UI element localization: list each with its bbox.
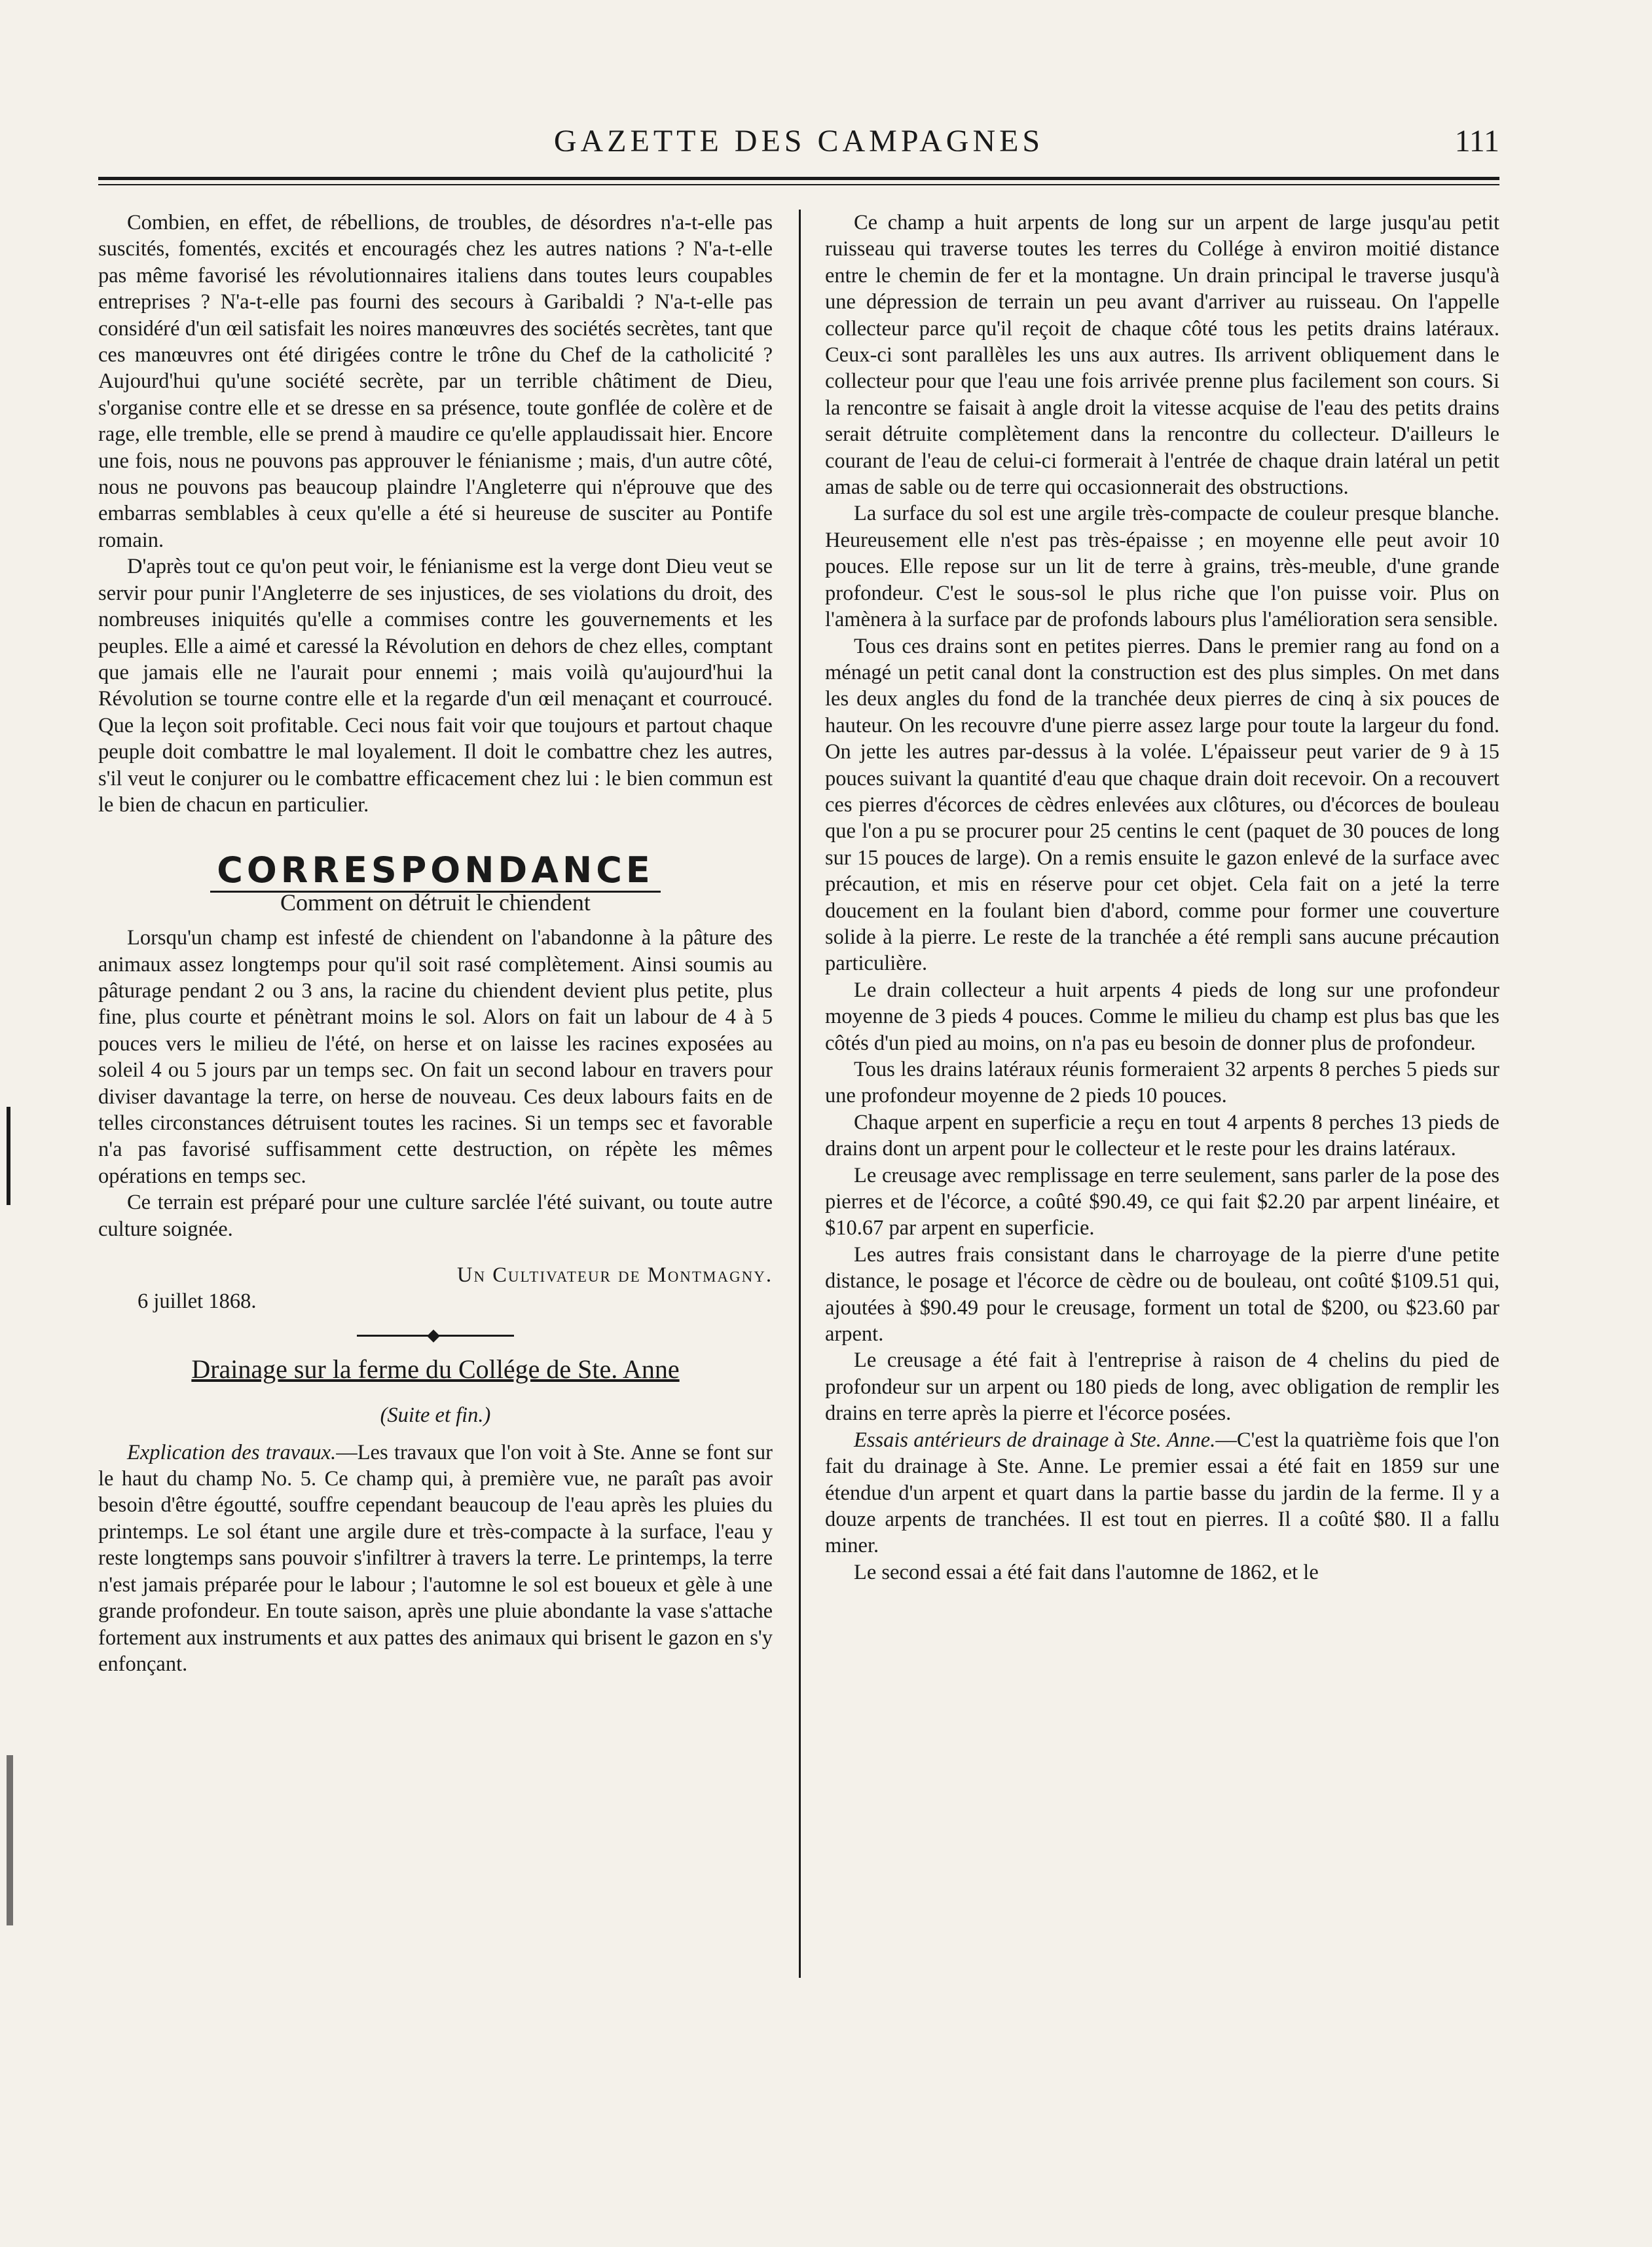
- paragraph: [825, 1427, 1499, 1559]
- paragraph-body: —Les travaux que l'on voit à Ste. Anne se font sur le haut du champ No. 5. Ce champ qui, à première vue, ne paraît pas avoir besoin d'être égoutté, souffre cependant beaucoup de l'eau après les pluies du printemps. Le sol étant une argile dure et très-compacte à la surface, l'eau y reste longtemps sans pouvoir s'infiltrer à travers la terre. Le printemps, la terre n'est jamais préparée pour le labour ; l'automne le sol est boueux et gèle à une grande profondeur. En toute saison, après une pluie abondante la vase s'attache fortement aux instruments et aux pattes des animaux qui brisent le gazon en s'y enfonçant.: [98, 1440, 773, 1676]
- article-title: Drainage sur la ferme du Collége de Ste. Anne: [191, 1354, 680, 1384]
- paragraph: Ce terrain est préparé pour une culture sarclée l'été suivant, ou toute autre culture soignée.: [98, 1191, 773, 1241]
- paragraph: [98, 1439, 773, 1678]
- page-edge-mark: [7, 1755, 13, 1925]
- paragraph-lead: Essais antérieurs de drainage à Ste. Anne.: [854, 1428, 1216, 1452]
- sub-heading: Comment on détruit le chiendent: [280, 889, 591, 916]
- paragraph-body: —C'est la quatrième fois que l'on fait du drainage à Ste. Anne. Le premier essai a été fait en 1859 sur une étendue d'un arpent et quart dans la partie basse du jardin de la ferme. Il y a douze arpents de tranchées. Il est tout en pierres. Il a coûté $80. Il a fallu miner.: [825, 1428, 1499, 1558]
- paragraph: Chaque arpent en superficie a reçu en tout 4 arpents 8 perches 13 pieds de drains dont un arpent pour le collecteur et le reste pour les drains latéraux.: [825, 1110, 1499, 1161]
- ornamental-rule: [357, 1335, 514, 1337]
- running-head: [98, 118, 1499, 180]
- right-column: [825, 210, 1499, 2030]
- column-divider: [799, 210, 801, 1978]
- section-title: [98, 849, 773, 891]
- paragraph: Le creusage avec remplissage en terre seulement, sans parler de la pose des pierres et de l'écorce, a coûté $90.49, ce qui fait $2.20 par arpent linéaire, et $10.67 par arpent en superficie.: [825, 1163, 1499, 1240]
- signature: Un Cultivateur de Montmagny.: [457, 1263, 773, 1288]
- paragraph: D'après tout ce qu'on peut voir, le fénianisme est la verge dont Dieu veut se servir pour punir l'Angleterre de ses injustices, de ses violations du droit, des nombreuses iniquités qu'elle a commises contre les gouvernements et les peuples. Elle a aimé et caressé la Révolution en dehors de chez elles, comptant que jamais elle ne l'aurait pour ennemi ; mais voilà qu'aujourd'hui la Révolution se tourne contre elle et la regarde d'un œil menaçant et courroucé. Que la leçon soit profitable. Ceci nous fait voir que toujours et partout chaque peuple doit combattre le mal loyalement. Il doit le combattre chez les autres, s'il veut le conjurer ou le combattre efficacement chez lui : le bien commun est le bien de chacun en particulier.: [98, 555, 773, 817]
- paragraph: La surface du sol est une argile très-compacte de couleur presque blanche. Heureusement elle n'est pas très-épaisse ; en moyenne elle peut avoir 10 pouces. Elle repose sur un lit de terre à grains, très-meuble, d'une grande profondeur. C'est le sous-sol le plus riche que l'on puisse voir. Plus on l'amènera à la surface par de profonds labours plus l'amélioration sera sensible.: [825, 502, 1499, 632]
- paragraph: Les autres frais consistant dans le charroyage de la pierre d'une petite distance, le posage et l'écorce de cèdre ou de bouleau, ont coûté $109.51 qui, ajoutées à $90.49 pour le creusage, forment un total de $200, ou $23.60 par arpent.: [825, 1242, 1499, 1346]
- paragraph: Lorsqu'un champ est infesté de chiendent on l'abandonne à la pâture des animaux assez longtemps pour qu'il soit rasé complètement. Ainsi soumis au pâturage pendant 2 ou 3 ans, la racine du chiendent devient plus petite, plus fine, plus courte et pénètrant moins le sol. Alors on fait un labour de 4 à 5 pouces vers le milieu de l'été, on herse et on laisse les racines exposées au soleil 4 ou 5 jours par un temps sec. On fait un second labour en travers pour diviser davantage la terre, on herse de nouveau. Ces deux labours faits en de telles circonstances détruisent toutes les racines. Si un temps sec et favorable n'a pas favorisé suffisamment cette destruction, on répète les mêmes opérations en temps sec.: [98, 926, 773, 1188]
- paragraph: Tous les drains latéraux réunis formeraient 32 arpents 8 perches 5 pieds sur une profondeur moyenne de 2 pieds 10 pouces.: [825, 1058, 1499, 1108]
- paragraph: Le drain collecteur a huit arpents 4 pieds de long sur une profondeur moyenne de 3 pieds 4 pouces. Comme le milieu du champ est plus bas que les côtés d'un pied au moins, on n'a pas eu besoin de donner plus de profondeur.: [825, 978, 1499, 1055]
- page-number: 111: [1454, 124, 1499, 158]
- page-edge-mark: [7, 1107, 10, 1205]
- article-subtitle: (Suite et fin.): [380, 1403, 491, 1428]
- header-rule: [98, 184, 1499, 185]
- paragraph: Combien, en effet, de rébellions, de troubles, de désordres n'a-t-elle pas suscités, fomentés, excités et encouragés chez les autres nations ? N'a-t-elle pas même favorisé les révolutionnaires italiens dans toutes leurs coupables entreprises ? N'a-t-elle pas fourni des secours à Garibaldi ? N'a-t-elle pas considéré d'un œil satisfait les noires manœuvres des sociétés secrètes, tant que ces manœuvres ont été dirigées contre le trône du Chef de la catholicité ? Aujourd'hui qu'une société secrète, par un terrible châtiment de Dieu, s'organise contre elle et se dresse en sa présence, toute gonflée de colère et de rage, elle tremble, elle se prend à maudire ce qu'elle applaudissait hier. Encore une fois, nous ne pouvons pas approuver le fénianisme ; mais, d'un autre côté, nous ne pouvons pas beaucoup plaindre l'Angleterre qui n'éprouve que des embarras semblables à ceux qu'elle a été si heureuse de susciter au Pontife romain.: [98, 211, 773, 552]
- text-columns: [98, 210, 1499, 2030]
- section-title-text: CORRESPONDANCE: [210, 849, 660, 893]
- paragraph-lead: Explication des travaux.: [127, 1440, 337, 1464]
- paragraph: Le second essai a été fait dans l'automne de 1862, et le: [854, 1560, 1319, 1584]
- paragraph: Ce champ a huit arpents de long sur un arpent de large jusqu'au petit ruisseau qui traverse toutes les terres du Collége à environ moitié distance entre le chemin de fer et la montagne. Un drain principal le traverse jusqu'à une dépression de terrain un peu avant d'arriver au ruisseau. On l'appelle collecteur parce qu'il reçoit de chaque côté tous les petits drains latéraux. Ceux-ci sont parallèles les uns aux autres. Ils arrivent obliquement dans le collecteur pour que l'eau une fois arrivée prenne plus facilement son cours. Si la rencontre se faisait à angle droit la vitesse acquise de l'eau des petits drains serait détruite complètement dans la rencontre du collecteur. D'ailleurs le courant de l'eau de celui-ci formerait à l'entrée de chaque drain latéral un petit amas de sable ou de terre qui occasionnerait des obstructions.: [825, 211, 1499, 500]
- paragraph: Le creusage a été fait à l'entreprise à raison de 4 chelins du pied de profondeur sur un arpent ou 180 pieds de long, avec obligation de remplir les drains en terre après la pierre et l'écorce posées.: [825, 1348, 1499, 1426]
- letter-date: 6 juillet 1868.: [138, 1290, 257, 1314]
- publication-title: GAZETTE DES CAMPAGNES: [553, 124, 1044, 158]
- newspaper-page: [98, 118, 1499, 2148]
- paragraph: Tous ces drains sont en petites pierres. Dans le premier rang au fond on a ménagé un petit canal dont la construction est des plus simples. On met dans les deux angles du fond de la tranchée deux pierres de cinq à six pouces de hauteur. On les recouvre d'une pierre assez large pour toute la largeur du fond. On jette les autres par-dessus à la volée. L'épaisseur peut varier de 9 à 15 pouces suivant la quantité d'eau que chaque drain doit recevoir. On a recouvert ces pierres d'écorces de cèdres enlevées aux clôtures, ou d'écorces de bouleau que l'on a pu se procurer pour 25 centins le cent (paquet de 30 pouces de long sur 15 pouces de large). On a remis ensuite le gazon enlevé de la surface avec précaution, et mis en réserve pour cet objet. Cela fait on a jeté la terre doucement en la foulant bien d'abord, comme pour former une couverture solide à la pierre. Le reste de la tranchée a été rempli sans aucune précaution particulière.: [825, 634, 1499, 976]
- left-column: [98, 210, 773, 2030]
